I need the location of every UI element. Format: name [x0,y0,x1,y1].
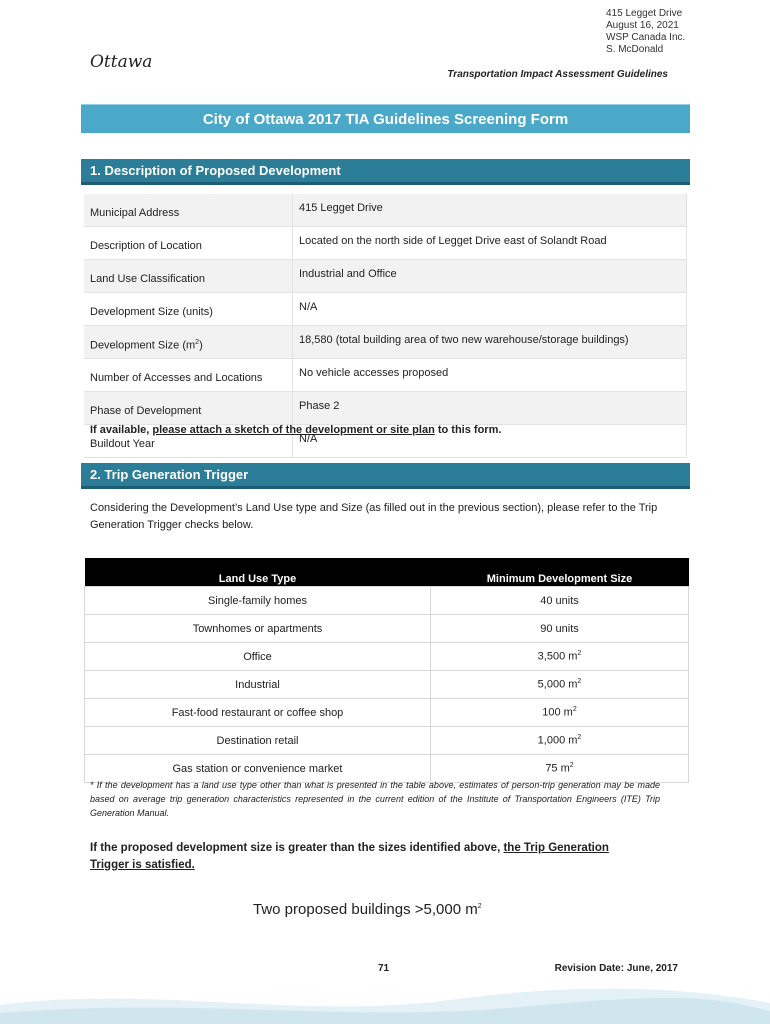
land-use-cell: Single-family homes [85,587,431,615]
row-value: N/A [293,425,687,458]
table-row [85,587,689,615]
min-size-value: 100 m [542,706,573,719]
row-label: Municipal Address [84,194,293,227]
col-header-min-size: Minimum Development Size [431,558,689,587]
min-size-value: 40 units [540,594,579,607]
min-size-cell [431,699,689,727]
table-row [84,326,687,359]
table-row [84,194,687,227]
land-use-cell: Office [85,643,431,671]
land-use-cell: Industrial [85,671,431,699]
row-value: Industrial and Office [293,260,687,293]
table-row [85,727,689,755]
row-label-text: Development Size (m [90,339,196,352]
table-row [85,671,689,699]
page-number: 71 [378,963,390,974]
row-label: Description of Location [84,227,293,260]
table-row [84,227,687,260]
min-size-cell [431,643,689,671]
land-use-cell: Destination retail [85,727,431,755]
form-title: City of Ottawa 2017 TIA Guidelines Screening Form [81,104,690,133]
document-meta [606,8,685,56]
min-size-cell [431,587,689,615]
row-label: Buildout Year [84,425,293,458]
row-label: Development Size (units) [84,293,293,326]
min-size-cell [431,615,689,643]
min-size-sup: 2 [577,650,582,658]
table-row [85,615,689,643]
row-value: 18,580 (total building area of two new warehouse/storage buildings) [293,326,687,359]
col-header-land-use: Land Use Type [85,558,431,587]
attach-sketch-note [90,424,501,436]
min-size-value: 90 units [540,622,579,635]
trip-trigger-statement [90,840,650,874]
min-size-sup: 2 [569,762,574,770]
table-row [84,392,687,425]
row-label [84,326,293,359]
table-row [85,643,689,671]
meta-line: S. McDonald [606,44,664,55]
min-size-sup: 2 [577,678,582,686]
min-size-value: 75 m [545,762,570,775]
meta-line: 415 Legget Drive [606,8,683,19]
guidelines-title: Transportation Impact Assessment Guidelines [447,69,668,80]
meta-line: August 16, 2021 [606,20,679,31]
land-use-cell: Fast-food restaurant or coffee shop [85,699,431,727]
revision-date: Revision Date: June, 2017 [554,963,678,974]
row-label-sup: 2 [195,338,200,346]
min-size-cell [431,727,689,755]
row-label-close: ) [199,339,203,352]
note-suffix: to this form. [434,424,502,436]
row-label: Land Use Classification [84,260,293,293]
table-row [85,699,689,727]
row-label: Number of Accesses and Locations [84,359,293,392]
row-value: No vehicle accesses proposed [293,359,687,392]
land-use-cell: Gas station or convenience market [85,755,431,783]
filled-in-sup: 2 [477,903,482,910]
min-size-value: 5,000 m [537,678,578,691]
development-description-table [84,194,687,458]
table-header-row [85,558,689,587]
trigger-link-text: the Trip Generation Trigger is satisfied. [90,842,609,871]
note-prefix: If available, [90,424,153,436]
land-use-cell: Townhomes or apartments [85,615,431,643]
filled-in-text: Two proposed buildings >5,000 m [253,901,478,918]
trip-generation-table [84,558,689,783]
min-size-cell [431,671,689,699]
min-size-value: 3,500 m [537,650,578,663]
trigger-prefix: If the proposed development size is greater than the sizes identified above, [90,842,504,854]
row-label: Phase of Development [84,392,293,425]
row-value: N/A [293,293,687,326]
row-value: Phase 2 [293,392,687,425]
row-value: Located on the north side of Legget Drive east of Solandt Road [293,227,687,260]
footer-wave-decoration [0,985,770,1024]
note-link-text: please attach a sketch of the development or site plan [152,424,435,436]
table-row [84,359,687,392]
min-size-value: 1,000 m [537,734,578,747]
table-row [84,260,687,293]
meta-line: WSP Canada Inc. [606,32,686,43]
table-row [84,293,687,326]
min-size-sup: 2 [577,734,582,742]
row-value: 415 Legget Drive [293,194,687,227]
min-size-sup: 2 [572,706,577,714]
section1-heading: 1. Description of Proposed Development [81,159,690,185]
ottawa-logo-text: Ottawa [90,52,153,72]
section2-heading: 2. Trip Generation Trigger [81,463,690,489]
ite-footnote: * If the development has a land use type other than what is presented in the table above, estimates of person-trip generation may be made based on average trip generation characteristics represented in the current edition of the Institute of Transportation Engineers (ITE) Trip Generation Manual. [90,780,660,818]
ottawa-logo [90,52,152,72]
trip-intro-paragraph: Considering the Development’s Land Use type and Size (as filled out in the previous section), please refer to the Trip Generation Trigger checks below. [90,502,658,531]
filled-in-response [253,901,482,918]
